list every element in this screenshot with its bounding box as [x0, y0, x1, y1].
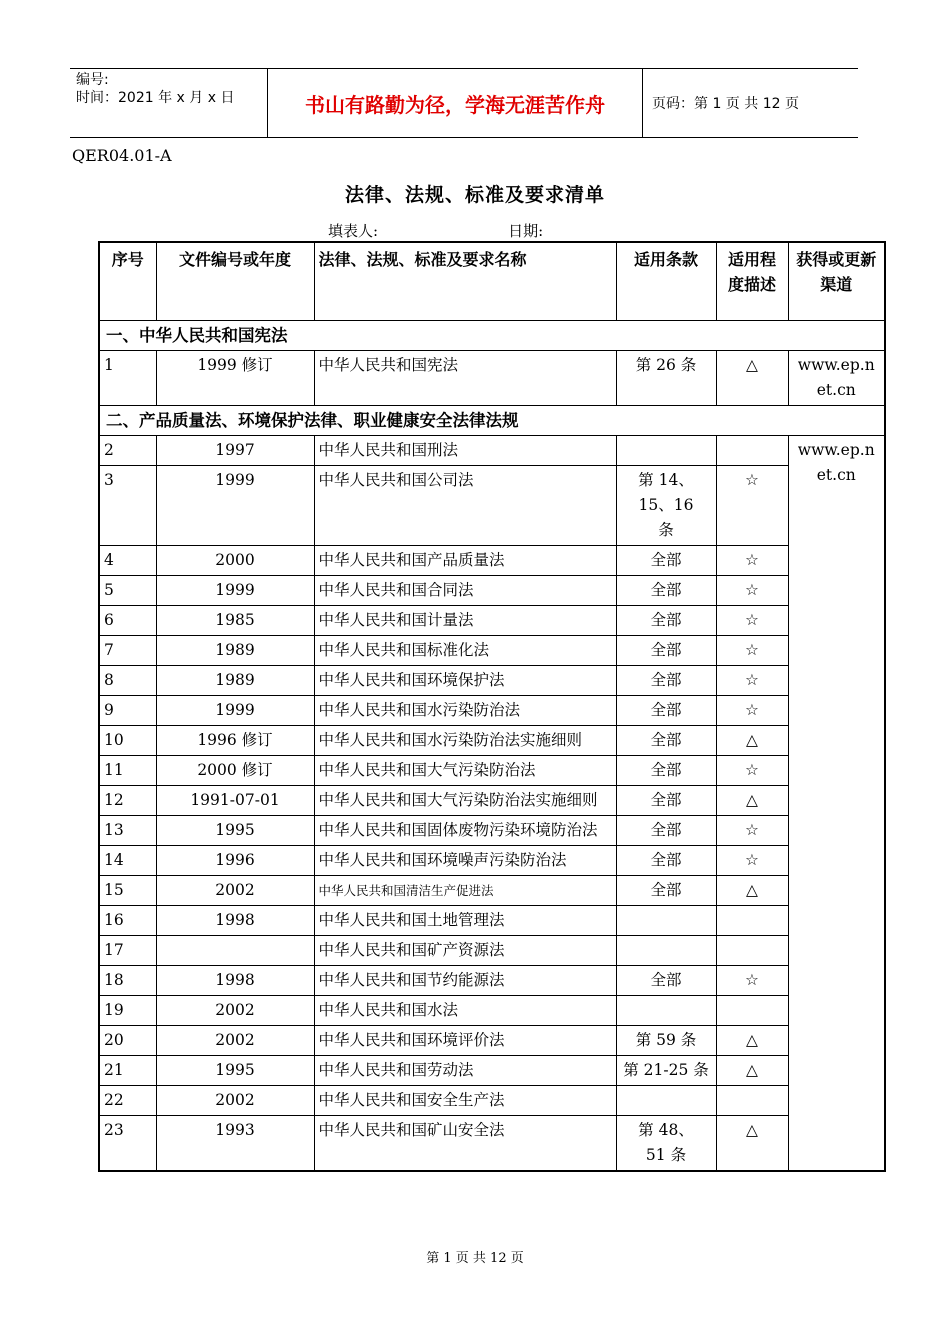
section-row [99, 405, 885, 435]
row-level: ☆ [716, 635, 788, 665]
row-clause: 全部 [616, 815, 716, 845]
row-year: 1999 [156, 575, 314, 605]
row-clause: 第 59 条 [616, 1025, 716, 1055]
header-meta [70, 69, 268, 137]
row-level: △ [716, 1055, 788, 1085]
row-number: 2 [99, 435, 156, 465]
table-row [99, 665, 885, 695]
row-number: 1 [99, 350, 156, 405]
table-row [99, 695, 885, 725]
table-row [99, 815, 885, 845]
col-header: 序号 [99, 242, 156, 320]
row-clause [616, 935, 716, 965]
doc-code: QER04.01-A [72, 146, 172, 165]
row-number: 9 [99, 695, 156, 725]
row-number: 4 [99, 545, 156, 575]
table-row [99, 875, 885, 905]
table-row [99, 635, 885, 665]
table-row [99, 755, 885, 785]
row-year [156, 935, 314, 965]
row-clause: 全部 [616, 785, 716, 815]
row-number: 16 [99, 905, 156, 935]
row-year: 2002 [156, 1085, 314, 1115]
row-number: 8 [99, 665, 156, 695]
row-clause: 全部 [616, 965, 716, 995]
row-year: 2002 [156, 875, 314, 905]
row-clause: 全部 [616, 605, 716, 635]
page-header [70, 68, 858, 138]
row-law-name: 中华人民共和国环境保护法 [314, 665, 616, 695]
row-clause: 第 14、15、16 条 [616, 465, 716, 545]
row-number: 11 [99, 755, 156, 785]
row-number: 23 [99, 1115, 156, 1171]
row-level [716, 935, 788, 965]
row-law-name: 中华人民共和国水法 [314, 995, 616, 1025]
law-list-table [98, 241, 886, 1172]
row-level [716, 995, 788, 1025]
row-year: 2002 [156, 1025, 314, 1055]
table-row [99, 605, 885, 635]
row-clause [616, 905, 716, 935]
row-number: 17 [99, 935, 156, 965]
row-level: ☆ [716, 965, 788, 995]
row-year: 2000 [156, 545, 314, 575]
row-number: 5 [99, 575, 156, 605]
table-row [99, 725, 885, 755]
row-level: ☆ [716, 755, 788, 785]
row-law-name: 中华人民共和国水污染防治法实施细则 [314, 725, 616, 755]
header-page-label: 页码：第 1 页 共 12 页 [652, 96, 799, 112]
col-header: 适用程度描述 [716, 242, 788, 320]
row-level: ☆ [716, 575, 788, 605]
row-law-name: 中华人民共和国刑法 [314, 435, 616, 465]
row-law-name: 中华人民共和国环境评价法 [314, 1025, 616, 1055]
table-row [99, 905, 885, 935]
row-level [716, 435, 788, 465]
row-year: 1995 [156, 1055, 314, 1085]
row-clause [616, 1085, 716, 1115]
row-year: 1995 [156, 815, 314, 845]
row-year: 1998 [156, 965, 314, 995]
row-law-name: 中华人民共和国大气污染防治法实施细则 [314, 785, 616, 815]
row-number: 6 [99, 605, 156, 635]
row-clause: 全部 [616, 875, 716, 905]
time-label: 时间：2021 年 x 月 x 日 [76, 90, 235, 106]
row-clause [616, 435, 716, 465]
row-clause: 第 21-25 条 [616, 1055, 716, 1085]
row-law-name: 中华人民共和国矿产资源法 [314, 935, 616, 965]
row-level: ☆ [716, 845, 788, 875]
row-year: 1991-07-01 [156, 785, 314, 815]
row-level: △ [716, 875, 788, 905]
row-clause [616, 995, 716, 1025]
date-label: 日期: [508, 222, 544, 240]
row-number: 18 [99, 965, 156, 995]
row-year: 1989 [156, 665, 314, 695]
row-level [716, 1085, 788, 1115]
section-title: 二、产品质量法、环境保护法律、职业健康安全法律法规 [99, 405, 885, 435]
row-law-name: 中华人民共和国宪法 [314, 350, 616, 405]
row-number: 15 [99, 875, 156, 905]
row-number: 22 [99, 1085, 156, 1115]
filler-line [328, 220, 543, 241]
row-number: 20 [99, 1025, 156, 1055]
table-row [99, 995, 885, 1025]
row-year: 1993 [156, 1115, 314, 1171]
row-year: 2000 修订 [156, 755, 314, 785]
row-year: 1999 修订 [156, 350, 314, 405]
row-level: ☆ [716, 545, 788, 575]
row-level: △ [716, 350, 788, 405]
row-source: www.ep.net.cn [788, 435, 885, 1171]
row-level: △ [716, 1115, 788, 1171]
filler-label: 填表人: [328, 222, 379, 240]
row-law-name: 中华人民共和国固体废物污染环境防治法 [314, 815, 616, 845]
row-number: 10 [99, 725, 156, 755]
row-law-name: 中华人民共和国标准化法 [314, 635, 616, 665]
col-header: 文件编号或年度 [156, 242, 314, 320]
col-header: 获得或更新渠道 [788, 242, 885, 320]
row-law-name: 中华人民共和国环境噪声污染防治法 [314, 845, 616, 875]
section-title: 一、中华人民共和国宪法 [99, 320, 885, 350]
table-row [99, 1025, 885, 1055]
table-row [99, 845, 885, 875]
table-row [99, 965, 885, 995]
row-law-name: 中华人民共和国节约能源法 [314, 965, 616, 995]
table-row [99, 465, 885, 545]
row-law-name: 中华人民共和国计量法 [314, 605, 616, 635]
row-clause: 全部 [616, 575, 716, 605]
header-motto: 书山有路勤为径，学海无涯苦作舟 [268, 69, 643, 137]
row-level: △ [716, 1025, 788, 1055]
row-level: ☆ [716, 605, 788, 635]
page-footer: 第 1 页 共 12 页 [426, 1251, 524, 1266]
row-law-name: 中华人民共和国大气污染防治法 [314, 755, 616, 785]
row-year: 2002 [156, 995, 314, 1025]
row-law-name: 中华人民共和国土地管理法 [314, 905, 616, 935]
section-row [99, 320, 885, 350]
row-level: ☆ [716, 465, 788, 545]
table-row [99, 785, 885, 815]
row-level: △ [716, 785, 788, 815]
row-source: www.ep.net.cn [788, 350, 885, 405]
row-year: 1996 [156, 845, 314, 875]
row-year: 1997 [156, 435, 314, 465]
row-level [716, 905, 788, 935]
row-number: 12 [99, 785, 156, 815]
row-year: 1985 [156, 605, 314, 635]
col-header: 法律、法规、标准及要求名称 [314, 242, 616, 320]
row-year: 1996 修订 [156, 725, 314, 755]
row-law-name: 中华人民共和国水污染防治法 [314, 695, 616, 725]
row-year: 1989 [156, 635, 314, 665]
row-clause: 全部 [616, 755, 716, 785]
row-year: 1999 [156, 465, 314, 545]
row-law-name: 中华人民共和国矿山安全法 [314, 1115, 616, 1171]
row-number: 3 [99, 465, 156, 545]
row-law-name: 中华人民共和国安全生产法 [314, 1085, 616, 1115]
table-row [99, 1115, 885, 1171]
row-law-name: 中华人民共和国产品质量法 [314, 545, 616, 575]
page-title: 法律、法规、标准及要求清单 [344, 184, 605, 206]
row-clause: 第 26 条 [616, 350, 716, 405]
row-level: ☆ [716, 695, 788, 725]
row-number: 21 [99, 1055, 156, 1085]
table-row [99, 1085, 885, 1115]
row-law-name: 中华人民共和国合同法 [314, 575, 616, 605]
row-clause: 全部 [616, 635, 716, 665]
row-clause: 全部 [616, 695, 716, 725]
row-year: 1998 [156, 905, 314, 935]
row-clause: 全部 [616, 545, 716, 575]
row-number: 19 [99, 995, 156, 1025]
table-row [99, 350, 885, 405]
table-row [99, 545, 885, 575]
row-clause: 全部 [616, 725, 716, 755]
row-level: ☆ [716, 665, 788, 695]
row-level: ☆ [716, 815, 788, 845]
row-law-name: 中华人民共和国清洁生产促进法 [314, 875, 616, 905]
number-label: 编号: [76, 72, 109, 88]
row-clause: 全部 [616, 845, 716, 875]
row-number: 14 [99, 845, 156, 875]
row-law-name: 中华人民共和国劳动法 [314, 1055, 616, 1085]
table-row [99, 1055, 885, 1085]
row-law-name: 中华人民共和国公司法 [314, 465, 616, 545]
row-year: 1999 [156, 695, 314, 725]
table-row [99, 935, 885, 965]
row-number: 7 [99, 635, 156, 665]
row-number: 13 [99, 815, 156, 845]
row-clause: 第 48、51 条 [616, 1115, 716, 1171]
row-clause: 全部 [616, 665, 716, 695]
row-level: △ [716, 725, 788, 755]
table-header-row [99, 242, 885, 320]
table-row [99, 435, 885, 465]
col-header: 适用条款 [616, 242, 716, 320]
table-row [99, 575, 885, 605]
